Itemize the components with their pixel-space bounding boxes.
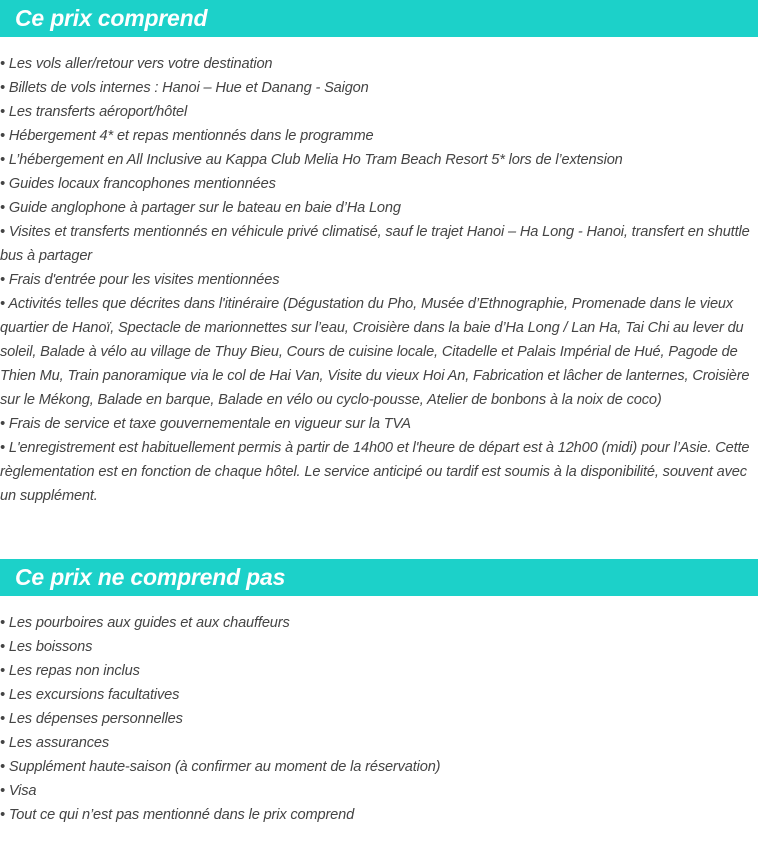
list-item: • Visa <box>0 783 37 799</box>
list-item: • Les assurances <box>0 735 109 751</box>
list-item: • Guides locaux francophones mentionnées <box>0 176 276 192</box>
list-item: • Hébergement 4* et repas mentionnés dans le programme <box>0 128 374 144</box>
list-item: • L’hébergement en All Inclusive au Kappa Club Melia Ho Tram Beach Resort 5* lors de l’extension <box>0 152 623 168</box>
list-item: • Visites et transferts mentionnés en véhicule privé climatisé, sauf le trajet Hanoi – Ha Long - Hanoi, transfert en shuttle bus à partager <box>0 224 750 264</box>
list-item: • Les repas non inclus <box>0 663 140 679</box>
list-item: • Supplément haute-saison (à confirmer au moment de la réservation) <box>0 759 441 775</box>
excluded-section-title: Ce prix ne comprend pas <box>15 564 286 590</box>
list-item: • Frais d'entrée pour les visites mentionnées <box>0 272 280 288</box>
list-item: • Frais de service et taxe gouvernementale en vigueur sur la TVA <box>0 416 411 432</box>
list-item: • Les dépenses personnelles <box>0 711 183 727</box>
list-item: • Billets de vols internes : Hanoi – Hue et Danang - Saigon <box>0 80 369 96</box>
list-item: • Guide anglophone à partager sur le bateau en baie d’Ha Long <box>0 200 401 216</box>
list-item: • Les transferts aéroport/hôtel <box>0 104 188 120</box>
included-list <box>0 52 758 508</box>
included-section-title: Ce prix comprend <box>15 5 208 31</box>
list-item: • Tout ce qui n’est pas mentionné dans le prix comprend <box>0 807 355 823</box>
list-item: • Les excursions facultatives <box>0 687 180 703</box>
list-item: • Les vols aller/retour vers votre destination <box>0 56 273 72</box>
list-item: • Activités telles que décrites dans l'itinéraire (Dégustation du Pho, Musée d’Ethnographie, Promenade dans le vieux quartier de Hanoï, Spectacle de marionnettes sur l’eau, Croisière dans la baie d’Ha Long / Lan Ha, Tai Chi au lever du soleil, Balade à vélo au village de Thuy Bieu, Cours de cuisine locale, Citadelle et Palais Impérial de Hué, Pagode de Thien Mu, Train panoramique via le col de Hai Van, Visite du vieux Hoi An, Fabrication et lâcher de lanternes, Croisière sur le Mékong, Balade en barque, Balade en vélo ou cyclo-pousse, Atelier de bonbons à la noix de coco) <box>0 296 750 408</box>
list-item: • L'enregistrement est habituellement permis à partir de 14h00 et l'heure de départ est à 12h00 (midi) pour l’Asie. Cette règlementation est en fonction de chaque hôtel. Le service anticipé ou tardif est soumis à la disponibilité, souvent avec un supplément. <box>0 440 750 504</box>
excluded-section-header <box>0 559 758 596</box>
excluded-list <box>0 611 758 827</box>
included-section-header <box>0 0 758 37</box>
list-item: • Les boissons <box>0 639 93 655</box>
list-item: • Les pourboires aux guides et aux chauffeurs <box>0 615 290 631</box>
